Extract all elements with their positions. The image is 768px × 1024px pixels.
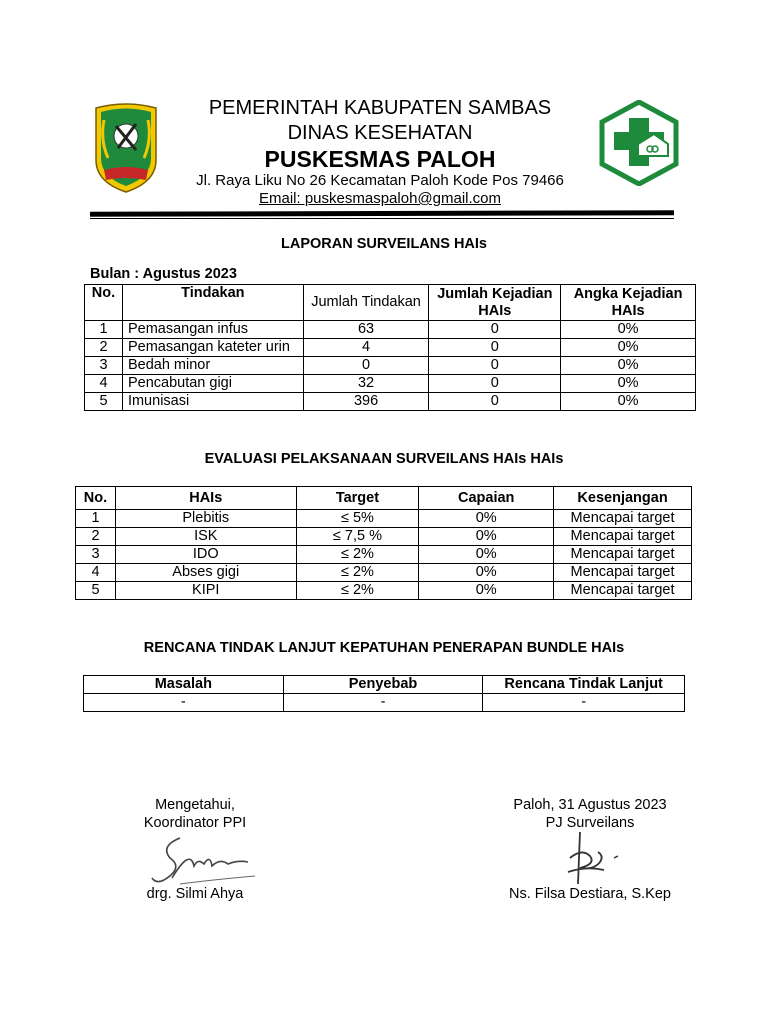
cell-hai: Abses gigi	[115, 564, 296, 582]
table-row	[76, 582, 692, 600]
column-header: Penyebab	[283, 676, 483, 694]
table-row	[76, 510, 692, 528]
table-row	[76, 528, 692, 546]
cell-action: Bedah minor	[122, 357, 303, 375]
cell-rate: 0%	[561, 357, 696, 375]
cell-no: 1	[76, 510, 116, 528]
report-month: Bulan : Agustus 2023	[90, 266, 237, 282]
cell-target: ≤ 7,5 %	[296, 528, 419, 546]
column-header: Rencana Tindak Lanjut	[483, 676, 685, 694]
cell-target: ≤ 2%	[296, 564, 419, 582]
cell-gap: Mencapai target	[554, 582, 692, 600]
followup-header-row	[84, 676, 685, 694]
table-row	[84, 694, 685, 712]
cell-target: ≤ 2%	[296, 582, 419, 600]
cell-no: 2	[85, 339, 123, 357]
column-header: Masalah	[84, 676, 284, 694]
cell-no: 5	[85, 393, 123, 411]
table-row	[85, 357, 696, 375]
cell-no: 4	[76, 564, 116, 582]
cell-achievement: 0%	[419, 546, 554, 564]
cell-action: Pemasangan kateter urin	[122, 339, 303, 357]
followup-table	[83, 675, 685, 712]
cell-hai: Plebitis	[115, 510, 296, 528]
right-sign-role: PJ Surveilans	[545, 815, 635, 831]
cell-achievement: 0%	[419, 528, 554, 546]
column-header: Jumlah Kejadian HAIs	[429, 285, 561, 321]
column-header: Kesenjangan	[554, 487, 692, 510]
cell-no: 3	[76, 546, 116, 564]
cell-gap: Mencapai target	[554, 528, 692, 546]
column-header: Capaian	[419, 487, 554, 510]
cell-achievement: 0%	[419, 582, 554, 600]
cell-hai: KIPI	[115, 582, 296, 600]
cell-count: 4	[303, 339, 429, 357]
cell-count: 63	[303, 321, 429, 339]
cell-incidents: 0	[429, 393, 561, 411]
cell-achievement: 0%	[419, 564, 554, 582]
cell-action: Pencabutan gigi	[122, 375, 303, 393]
cell-gap: Mencapai target	[554, 510, 692, 528]
column-header: HAIs	[115, 487, 296, 510]
cell-rate: 0%	[561, 393, 696, 411]
department-name: DINAS KESEHATAN	[287, 122, 473, 144]
evaluation-header-row	[76, 487, 692, 510]
right-sign-place-date: Paloh, 31 Agustus 2023	[513, 797, 667, 813]
cell-target: ≤ 2%	[296, 546, 419, 564]
cell-hai: IDO	[115, 546, 296, 564]
cell-incidents: 0	[429, 339, 561, 357]
email-link[interactable]: Email: puskesmaspaloh@gmail.com	[259, 190, 501, 207]
report-table	[84, 284, 696, 411]
cell-action: Pemasangan infus	[122, 321, 303, 339]
right-signature-icon	[560, 828, 630, 888]
cell-no: 1	[85, 321, 123, 339]
government-name: PEMERINTAH KABUPATEN SAMBAS	[208, 97, 552, 119]
letterhead-divider-thick	[90, 210, 674, 217]
cell-rate: 0%	[561, 375, 696, 393]
left-sign-line1: Mengetahui,	[155, 797, 235, 813]
evaluation-table	[75, 486, 692, 600]
cell-gap: Mencapai target	[554, 564, 692, 582]
cell-gap: Mencapai target	[554, 546, 692, 564]
cell-count: 396	[303, 393, 429, 411]
table-row	[76, 546, 692, 564]
left-signatory-name: drg. Silmi Ahya	[146, 886, 244, 902]
address: Jl. Raya Liku No 26 Kecamatan Paloh Kode Pos 79466	[196, 172, 564, 189]
cell-hai: ISK	[115, 528, 296, 546]
table-row	[85, 375, 696, 393]
cell-problem: -	[84, 694, 284, 712]
cell-count: 32	[303, 375, 429, 393]
cell-plan: -	[483, 694, 685, 712]
column-header: Target	[296, 487, 419, 510]
table-row	[85, 339, 696, 357]
cell-rate: 0%	[561, 321, 696, 339]
cell-incidents: 0	[429, 321, 561, 339]
cell-count: 0	[303, 357, 429, 375]
right-signature-block	[490, 796, 690, 832]
column-header: No.	[76, 487, 116, 510]
cell-rate: 0%	[561, 339, 696, 357]
report-header-row	[85, 285, 696, 321]
column-header: Jumlah Tindakan	[303, 285, 429, 321]
left-sign-role: Koordinator PPI	[143, 815, 247, 831]
cell-action: Imunisasi	[122, 393, 303, 411]
column-header: No.	[85, 285, 123, 321]
letterhead-divider-thin	[90, 218, 674, 219]
table-row	[85, 321, 696, 339]
cell-no: 4	[85, 375, 123, 393]
column-header: Tindakan	[122, 285, 303, 321]
cell-incidents: 0	[429, 375, 561, 393]
regency-emblem-logo	[90, 100, 162, 194]
cell-cause: -	[283, 694, 483, 712]
left-signature-block	[110, 796, 280, 832]
cell-no: 3	[85, 357, 123, 375]
right-signatory-name: Ns. Filsa Destiara, S.Kep	[509, 886, 671, 902]
institution-name: PUSKESMAS PALOH	[264, 146, 496, 172]
followup-title: RENCANA TINDAK LANJUT KEPATUHAN PENERAPAN BUNDLE HAIs	[143, 640, 625, 656]
cell-achievement: 0%	[419, 510, 554, 528]
cell-incidents: 0	[429, 357, 561, 375]
left-signature-icon	[150, 828, 260, 888]
evaluation-title: EVALUASI PELAKSANAAN SURVEILANS HAIs HAIs	[204, 451, 564, 467]
puskesmas-cross-logo	[598, 100, 680, 186]
table-row	[76, 564, 692, 582]
report-title: LAPORAN SURVEILANS HAIs	[281, 236, 487, 252]
table-row	[85, 393, 696, 411]
cell-target: ≤ 5%	[296, 510, 419, 528]
column-header: Angka Kejadian HAIs	[561, 285, 696, 321]
cell-no: 2	[76, 528, 116, 546]
cell-no: 5	[76, 582, 116, 600]
